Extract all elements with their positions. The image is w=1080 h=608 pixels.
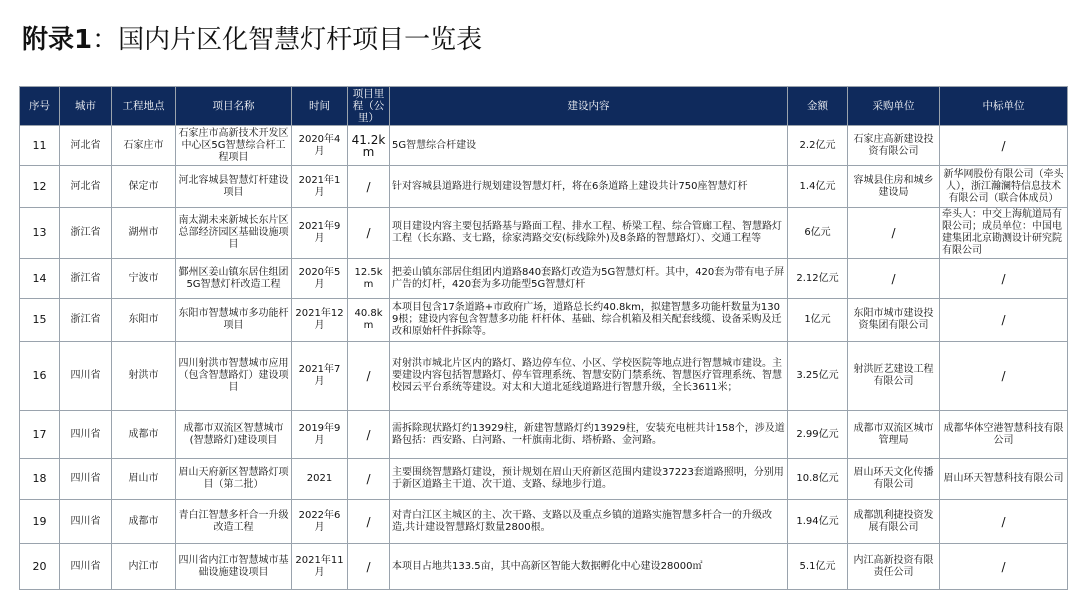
cell-time: 2020年4月 (292, 126, 348, 166)
cell-winner: 牵头人：中交上海航道局有限公司；成员单位：中国电建集团北京勘测设计研究院有限公司 (940, 208, 1068, 259)
table-row (20, 544, 1068, 590)
cell-purchaser: 内江高新投资有限责任公司 (848, 544, 940, 590)
cell-amount: 1.94亿元 (788, 500, 848, 544)
header-cell: 序号 (20, 87, 60, 126)
cell-project-name: 成都市双流区智慧城市(智慧路灯)建设项目 (176, 411, 292, 459)
cell-province: 四川省 (60, 459, 112, 500)
cell-purchaser: 成都市双流区城市管理局 (848, 411, 940, 459)
cell-content: 针对容城县道路进行规划建设智慧灯杆，将在6条道路上建设共计750座智慧灯杆 (390, 166, 788, 208)
cell-index: 11 (20, 126, 60, 166)
project-table-container (19, 86, 1067, 590)
cell-province: 四川省 (60, 500, 112, 544)
cell-time: 2022年6月 (292, 500, 348, 544)
header-cell: 中标单位 (940, 87, 1068, 126)
cell-winner: 成都华体空港智慧科技有限公司 (940, 411, 1068, 459)
cell-winner: / (940, 259, 1068, 299)
table-row (20, 459, 1068, 500)
cell-purchaser: 眉山环天文化传播有限公司 (848, 459, 940, 500)
cell-time: 2021年7月 (292, 342, 348, 411)
cell-project-name: 鄞州区姜山镇东居住组团5G智慧灯杆改造工程 (176, 259, 292, 299)
table-row (20, 411, 1068, 459)
cell-winner: 新华网股份有限公司（牵头人），浙江瀚澜特信息技术有限公司（联合体成员） (940, 166, 1068, 208)
project-table (19, 86, 1068, 590)
cell-mileage: 41.2km (348, 126, 390, 166)
table-row (20, 299, 1068, 342)
cell-mileage: / (348, 544, 390, 590)
cell-index: 12 (20, 166, 60, 208)
cell-time: 2021年9月 (292, 208, 348, 259)
cell-winner: / (940, 500, 1068, 544)
cell-project-name: 四川射洪市智慧城市应用（包含智慧路灯）建设项目 (176, 342, 292, 411)
cell-purchaser: 射洪匠艺建设工程有限公司 (848, 342, 940, 411)
cell-province: 浙江省 (60, 299, 112, 342)
header-cell: 项目里程（公里） (348, 87, 390, 126)
cell-location: 宁波市 (112, 259, 176, 299)
cell-mileage: / (348, 166, 390, 208)
cell-index: 17 (20, 411, 60, 459)
cell-project-name: 四川省内江市智慧城市基础设施建设项目 (176, 544, 292, 590)
cell-index: 13 (20, 208, 60, 259)
cell-location: 成都市 (112, 411, 176, 459)
cell-time: 2021年11月 (292, 544, 348, 590)
cell-winner: / (940, 342, 1068, 411)
cell-index: 15 (20, 299, 60, 342)
cell-project-name: 石家庄市高新技术开发区中心区5G智慧综合杆工程项目 (176, 126, 292, 166)
cell-content: 项目建设内容主要包括路基与路面工程、排水工程、桥梁工程、综合管廊工程、智慧路灯工程（长东路、支七路，徐家湾路交安(标线除外)及8条路的智慧路灯）、交通工程等 (390, 208, 788, 259)
cell-amount: 2.99亿元 (788, 411, 848, 459)
cell-location: 东阳市 (112, 299, 176, 342)
cell-project-name: 眉山天府新区智慧路灯项目（第二批） (176, 459, 292, 500)
table-header-row (20, 87, 1068, 126)
cell-mileage: / (348, 459, 390, 500)
header-cell: 金额 (788, 87, 848, 126)
table-row (20, 166, 1068, 208)
cell-purchaser: / (848, 259, 940, 299)
cell-index: 14 (20, 259, 60, 299)
cell-province: 河北省 (60, 166, 112, 208)
cell-purchaser: 容城县住房和城乡建设局 (848, 166, 940, 208)
table-row (20, 500, 1068, 544)
cell-mileage: 40.8km (348, 299, 390, 342)
cell-amount: 1.4亿元 (788, 166, 848, 208)
cell-mileage: / (348, 500, 390, 544)
cell-purchaser: / (848, 208, 940, 259)
cell-purchaser: 成都凯利捷投资发展有限公司 (848, 500, 940, 544)
cell-project-name: 东阳市智慧城市多功能杆项目 (176, 299, 292, 342)
cell-province: 浙江省 (60, 259, 112, 299)
cell-amount: 2.2亿元 (788, 126, 848, 166)
cell-location: 射洪市 (112, 342, 176, 411)
cell-content: 5G智慧综合杆建设 (390, 126, 788, 166)
title-text: 国内片区化智慧灯杆项目一览表 (118, 25, 483, 55)
cell-amount: 3.25亿元 (788, 342, 848, 411)
header-cell: 工程地点 (112, 87, 176, 126)
cell-mileage: / (348, 342, 390, 411)
cell-location: 湖州市 (112, 208, 176, 259)
header-cell: 建设内容 (390, 87, 788, 126)
cell-index: 16 (20, 342, 60, 411)
cell-time: 2019年9月 (292, 411, 348, 459)
cell-content: 对射洪市城北片区内的路灯、路边停车位、小区、学校医院等地点进行智慧城市建设。主要建设内容包括智慧路灯、停车管理系统、智慧安防门禁系统、智慧医疗管理系统、智慧校园云平台系统等建设。对太和大道北延线道路进行智慧升级，全长3611米； (390, 342, 788, 411)
title-prefix: 附录1 (22, 25, 93, 55)
cell-content: 主要围绕智慧路灯建设，预计规划在眉山天府新区范围内建设37223套道路照明，分别用于新区道路主干道、次干道、支路、绿地步行道。 (390, 459, 788, 500)
title-separator: ： (92, 25, 119, 55)
cell-project-name: 南太湖未来新城长东片区总部经济园区基础设施项目 (176, 208, 292, 259)
table-row (20, 208, 1068, 259)
cell-amount: 2.12亿元 (788, 259, 848, 299)
header-cell: 城市 (60, 87, 112, 126)
header-cell: 项目名称 (176, 87, 292, 126)
cell-index: 19 (20, 500, 60, 544)
cell-location: 保定市 (112, 166, 176, 208)
cell-time: 2021年1月 (292, 166, 348, 208)
cell-province: 四川省 (60, 411, 112, 459)
cell-winner: / (940, 299, 1068, 342)
cell-content: 本项目包含17条道路+市政府广场，道路总长约40.8km，拟建智慧多功能杆数量为1309根；建设内容包含智慧多功能 杆杆体、基础、综合机箱及相关配套线缆、设备采购及迁 改和原始杆件拆除等。 (390, 299, 788, 342)
cell-location: 眉山市 (112, 459, 176, 500)
cell-time: 2020年5月 (292, 259, 348, 299)
table-row (20, 126, 1068, 166)
cell-winner: / (940, 126, 1068, 166)
cell-content: 需拆除现状路灯约13929柱，新建智慧路灯约13929柱，安装充电桩共计158个，涉及道路包括：西安路、白河路、一杆旗南北街、塔桥路、金河路。 (390, 411, 788, 459)
cell-index: 20 (20, 544, 60, 590)
cell-project-name: 青白江智慧多杆合一升级改造工程 (176, 500, 292, 544)
cell-location: 成都市 (112, 500, 176, 544)
cell-province: 河北省 (60, 126, 112, 166)
header-cell: 时间 (292, 87, 348, 126)
cell-purchaser: 石家庄高新建设投资有限公司 (848, 126, 940, 166)
table-row (20, 259, 1068, 299)
cell-location: 石家庄市 (112, 126, 176, 166)
page-title (22, 20, 482, 60)
cell-time: 2021 (292, 459, 348, 500)
cell-mileage: 12.5km (348, 259, 390, 299)
cell-winner: 眉山环天智慧科技有限公司 (940, 459, 1068, 500)
cell-time: 2021年12月 (292, 299, 348, 342)
cell-amount: 1亿元 (788, 299, 848, 342)
header-cell: 采购单位 (848, 87, 940, 126)
cell-purchaser: 东阳市城市建设投资集团有限公司 (848, 299, 940, 342)
cell-province: 四川省 (60, 544, 112, 590)
cell-index: 18 (20, 459, 60, 500)
table-row (20, 342, 1068, 411)
cell-content: 把姜山镇东部居住组团内道路840套路灯改造为5G智慧灯杆。其中，420套为带有电子屏广告的灯杆，420套为多功能型5G智慧灯杆 (390, 259, 788, 299)
cell-mileage: / (348, 411, 390, 459)
cell-location: 内江市 (112, 544, 176, 590)
cell-amount: 6亿元 (788, 208, 848, 259)
cell-winner: / (940, 544, 1068, 590)
cell-content: 本项目占地共133.5亩，其中高新区智能大数据孵化中心建设28000㎡ (390, 544, 788, 590)
cell-amount: 10.8亿元 (788, 459, 848, 500)
cell-province: 四川省 (60, 342, 112, 411)
cell-project-name: 河北容城县智慧灯杆建设项目 (176, 166, 292, 208)
cell-amount: 5.1亿元 (788, 544, 848, 590)
cell-mileage: / (348, 208, 390, 259)
cell-content: 对青白江区主城区的主、次干路、支路以及重点乡镇的道路实施智慧多杆合一的升级改造,共计建设智慧路灯数量2800根。 (390, 500, 788, 544)
cell-province: 浙江省 (60, 208, 112, 259)
